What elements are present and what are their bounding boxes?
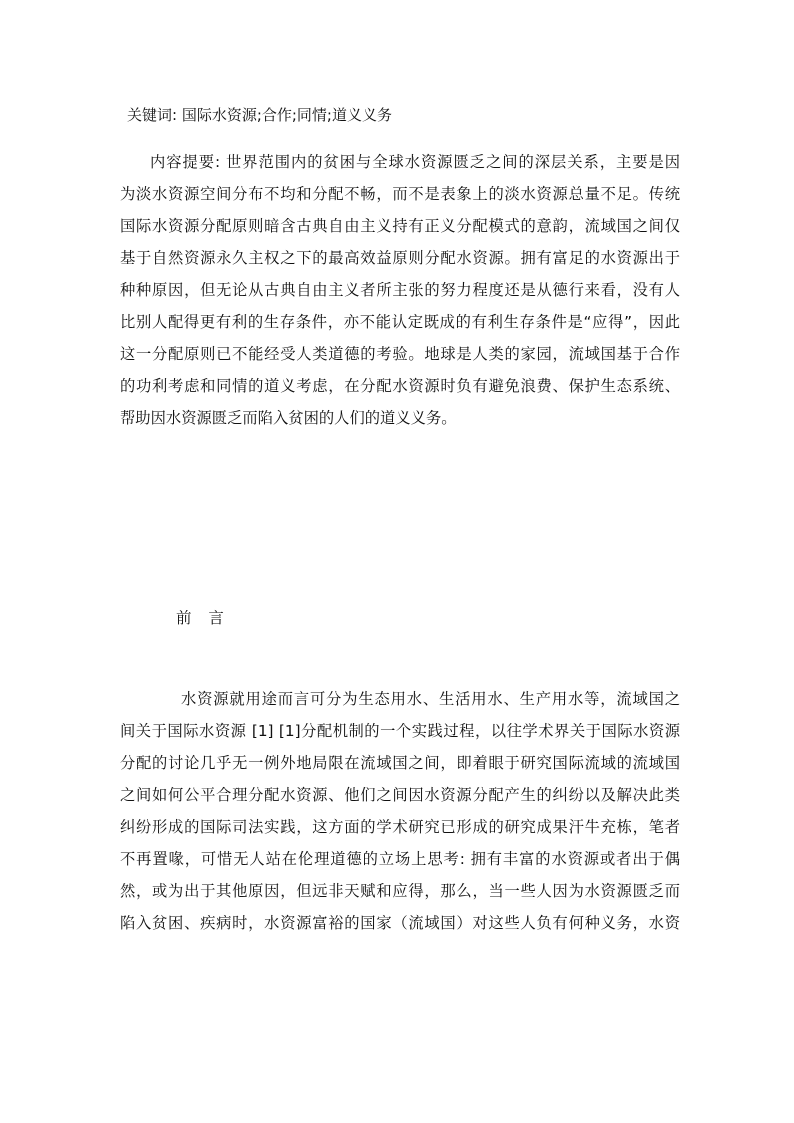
abstract-line: 为淡水资源空间分布不均和分配不畅，而不是表象上的淡水资源总量不足。传统 <box>120 185 680 203</box>
keywords-line: 关键词: 国际水资源;合作;同情;道义义务 <box>127 106 392 124</box>
abstract-line: 这一分配原则已不能经受人类道德的考验。地球是人类的家园，流域国基于合作 <box>120 345 680 363</box>
abstract-line: 帮助因水资源匮乏而陷入贫困的人们的道义义务。 <box>120 409 457 427</box>
preface-line: 不再置喙，可惜无人站在伦理道德的立场上思考: 拥有丰富的水资源或者出于偶 <box>120 850 680 868</box>
abstract-line: 的功利考虑和同情的道义考虑，在分配水资源时负有避免浪费、保护生态系统、 <box>120 377 680 395</box>
abstract-line: 种种原因，但无论从古典自由主义者所主张的努力程度还是从德行来看，没有人 <box>120 281 680 299</box>
preface-line: 然，或为出于其他原因，但远非天赋和应得，那么，当一些人因为水资源匮乏而 <box>120 882 680 900</box>
abstract-line: 内容提要: 世界范围内的贫困与全球水资源匮乏之间的深层关系，主要是因 <box>150 153 680 171</box>
preface-paragraph <box>120 683 680 939</box>
abstract-paragraph <box>120 146 680 434</box>
section-heading: 前 言 <box>176 609 230 627</box>
preface-line: 水资源就用途而言可分为生态用水、生活用水、生产用水等，流域国之 <box>181 690 680 708</box>
preface-line: 间关于国际水资源 [1] [1]分配机制的一个实践过程，以往学术界关于国际水资源 <box>120 722 680 740</box>
preface-line: 陷入贫困、疾病时，水资源富裕的国家（流域国）对这些人负有何种义务，水资 <box>120 914 680 932</box>
preface-line: 之间如何公平合理分配水资源、他们之间因水资源分配产生的纠纷以及解决此类 <box>120 786 680 804</box>
preface-line: 分配的讨论几乎无一例外地局限在流域国之间，即着眼于研究国际流域的流域国 <box>120 754 680 772</box>
abstract-line: 国际水资源分配原则暗含古典自由主义持有正义分配模式的意韵，流域国之间仅 <box>120 217 680 235</box>
abstract-line: 基于自然资源永久主权之下的最高效益原则分配水资源。拥有富足的水资源出于 <box>120 249 680 267</box>
preface-line: 纠纷形成的国际司法实践，这方面的学术研究已形成的研究成果汗牛充栋，笔者 <box>120 818 680 836</box>
abstract-line: 比别人配得更有利的生存条件，亦不能认定既成的有利生存条件是“应得”，因此 <box>120 313 680 331</box>
